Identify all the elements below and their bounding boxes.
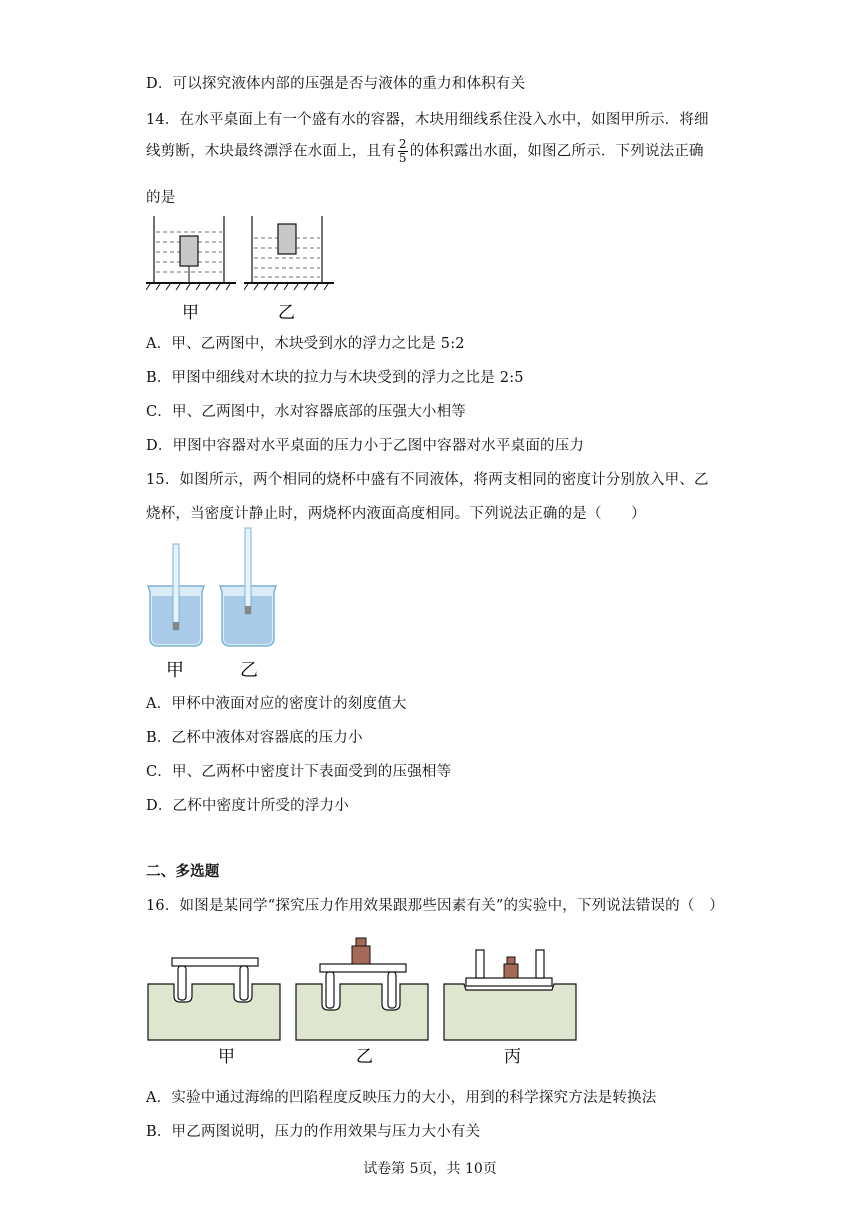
wood-block [180,236,198,266]
q14-stem-line1: 14．在水平桌面上有一个盛有水的容器，木块用细线系住没入水中，如图甲所示．将细 [146,112,709,128]
q14-option-b: B．甲图中细线对木块的拉力与木块受到的浮力之比是 2:5 [146,370,524,386]
q15-option-d: D．乙杯中密度计所受的浮力小 [146,798,349,814]
sponge-jia [148,958,280,1040]
q16-stem-line1: 16．如图是某同学“探究压力作用效果跟那些因素有关”的实验中，下列说法错误的（ ） [146,898,724,914]
hydrometer-bulb [173,622,179,630]
weight [504,964,518,978]
q14-stem-line2-a: 线剪断，木块最终漂浮在水面上，且有 [146,143,396,160]
fig-label-jia: 甲 [182,303,199,323]
q15-stem-line1: 15．如图所示，两个相同的烧杯中盛有不同液体，将两支相同的密度计分别放入甲、乙 [146,472,709,488]
wood-block [278,224,296,254]
fig-label-jia: 甲 [166,660,184,681]
q15-option-c: C．甲、乙两杯中密度计下表面受到的压强相等 [146,764,452,780]
hydrometer-bulb [245,606,251,614]
fraction-denominator: 5 [398,151,407,165]
fig-label-jia: 甲 [218,1047,235,1067]
section-title: 二、多选题 [146,863,220,880]
q14-stem-line2-b: 的体积露出水面，如图乙所示．下列说法正确 [409,143,704,160]
q14-stem-line2 [146,138,704,165]
q14-figure-yi [244,210,344,325]
q13-option-d: D．可以探究液体内部的压强是否与液体的重力和体积有关 [146,76,526,92]
sponge-bing [444,950,576,1040]
fraction [398,138,408,165]
q15-option-a: A．甲杯中液面对应的密度计的刻度值大 [146,696,407,712]
fig-label-bing: 丙 [504,1047,521,1067]
sponge-yi [296,938,428,1040]
q15-stem-line2: 烧杯，当密度计静止时，两烧杯内液面高度相同。下列说法正确的是（ ） [146,506,646,522]
weight [352,946,370,964]
page-footer: 试卷第 5页，共 10页 [363,1161,497,1177]
q16-option-b: B．甲乙两图说明，压力的作用效果与压力大小有关 [146,1124,481,1140]
q15-option-b: B．乙杯中液体对容器底的压力小 [146,730,363,746]
fraction-numerator: 2 [398,137,407,151]
q14-option-a: A．甲、乙两图中，木块受到水的浮力之比是 5:2 [146,336,465,352]
fig-label-yi: 乙 [278,303,295,323]
q16-figure [146,932,586,1072]
q14-stem-line3: 的是 [146,190,176,206]
q14-option-c: C．甲、乙两图中，水对容器底部的压强大小相等 [146,404,466,420]
q15-figure [144,526,289,684]
q16-option-a: A．实验中通过海绵的凹陷程度反映压力的大小，用到的科学探究方法是转换法 [146,1090,657,1106]
q14-figure-jia [146,210,246,325]
fig-label-yi: 乙 [356,1047,373,1067]
hydrometer [245,528,251,614]
hydrometer [173,544,179,630]
q14-option-d: D．甲图中容器对水平桌面的压力小于乙图中容器对水平桌面的压力 [146,438,585,454]
fig-label-yi: 乙 [240,660,258,681]
